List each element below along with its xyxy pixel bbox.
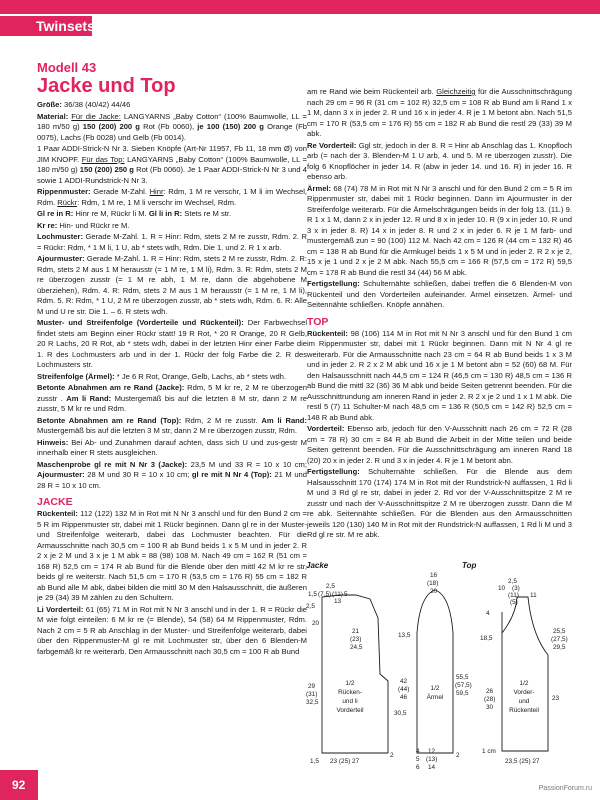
am-15: 2 <box>456 752 460 759</box>
jacke-body-shape <box>322 595 388 753</box>
top-body-label-2: und <box>518 698 530 705</box>
jacke-sleeve-shape <box>417 590 453 753</box>
am-4: (44) <box>398 686 410 693</box>
top-body-label-1: Vorder- <box>513 689 535 696</box>
tm-1: 10 <box>498 585 506 592</box>
needles-paragraph: 1 Paar ADDI-Strick-N Nr 3. Sieben Knöpfe (Art-Nr 11957, Fb 11, 18 mm Ø) von JIM KNOPF. Für das Top: LANGYARNS „Baby Cotton“ (100% Baumwolle, LL = 180 m/50 g) 150 (200) 250 g Rot (Fb 0060). Je 1 Paar ADDI-Strick-N Nr 3 und 4 sowie 1 ADDI-Rundstrick-N Nr 3. <box>37 144 308 185</box>
ruecken-label-2: und li <box>342 698 358 705</box>
aermel-label-1: Ärmel <box>426 694 444 701</box>
jm-9: (23) <box>350 636 362 643</box>
tm-16: 23,5 (25) 27 <box>505 758 540 765</box>
jm-5: 13 <box>334 598 342 605</box>
jm-12: (31) <box>306 691 318 698</box>
am-9: 4 <box>416 748 420 755</box>
top-vorder-paragraph: Vorderteil: Ebenso arb, jedoch für den V-Ausschnitt nach 26 cm = 72 R (28 cm = 78 R) 30 cm = 84 R ab Bund die Arbeit in der Mitte teilen und beide Seiten getrennt beenden. Für die Ausschnittschrägung am inneren Rand 18 (20) 20 x in jeder 2. R und 3 x in jeder 4. R je 1 M betont abn. <box>307 424 572 465</box>
tm-15: 1 cm <box>482 748 496 755</box>
rippen-paragraph: Rippenmuster: Gerade M-Zahl. Hinr: Rdm, 1 M re verschr, 1 M li im Wechsel, Rdm. Rückr: Rdm, 1 M re, 1 M li verschr im Wechsel, Rdm. <box>37 187 307 207</box>
tm-10: 29,5 <box>553 644 566 651</box>
tm-9: (27,5) <box>551 636 568 643</box>
tm-0: 2,5 <box>508 578 517 585</box>
jm-3: (11) <box>332 591 343 598</box>
schematic-svg <box>300 555 580 770</box>
am-12: 12 <box>428 748 436 755</box>
section-tab: Twinsets <box>0 16 92 36</box>
abn-top-paragraph: Betonte Abnahmen am re Rand (Top): Rdm, 2 M re zusstr. Am li Rand: Mustergemäß bis auf die letzten 3 M str, dann 2 M re überzogen zusstr, Rdm. <box>37 415 307 435</box>
glre-paragraph: Gl re in R: Hinr re M, Rückr li M. Gl li in R: Stets re M str. <box>37 209 232 218</box>
jm-13: 32,5 <box>306 699 319 706</box>
tm-8: 25,5 <box>553 628 566 635</box>
jm-17: 2 <box>390 752 394 759</box>
top-fertig-paragraph: Fertigstellung: Schulternähte schließen. Für die Blende aus dem Halsausschnitt 170 (174) 174 M in Rot mit der Rundstrick-N auffassen, 1 Rd li M und 3 Rd gl re str, dabei in jeder 2. Rd vor der V-Ausschnittspitze 2 M re zusstr und nach der V-Ausschnittspitze 2 M re überzogen zusstr. Dann die M re abk. Seitennähte schließen. Für die Blenden aus den Armausschnitten jeweils 120 (130) 140 M in Rot mit der Rundstrick-N auffassen, 1 Rd li M und 3 Rd gl re str. M re abk. <box>307 467 572 539</box>
hinweis-paragraph: Hinweis: Bei Ab- und Zunahmen darauf achten, dass sich U und zus-gestr M innerhalb einer R stets ausgleichen. <box>37 437 307 457</box>
am-0: 16 <box>430 572 438 579</box>
jm-4: 5 <box>344 591 348 598</box>
jacke-heading: JACKE <box>37 496 73 508</box>
jm-14: 30,5 <box>394 710 407 717</box>
ruecken-label-0: 1/2 <box>345 680 355 687</box>
loch-paragraph: Lochmuster: Gerade M-Zahl. 1. R = Hinr: Rdm, stets 2 M re zusstr, Rdm. 2. R = Rückr: Rdm, * 1 M li, 1 U, ab * stets wdh, Rdm. Die 1. und 2. R 1 x arb. <box>37 232 307 252</box>
am-11: 6 <box>416 764 420 770</box>
jm-1: 1,5 <box>308 591 317 598</box>
model-title: Jacke und Top <box>37 75 176 97</box>
jacke-cont-paragraph: am re Rand wie beim Rückenteil arb. Gleichzeitig für die Ausschnittschrägung nach 29 cm = 96 R (31 cm = 102 R) 32,5 cm = 108 R ab Bund am li Rand 1 x 1 M, dann 3 x in jeder 2. R und 16 x in jeder 4. R je 1 M betont abn. Nach 51,5 cm = 170 R (53,5 cm = 176 R) 55 cm = 182 R ab Bund die restl 29 (33) 39 M abk. <box>307 87 572 138</box>
am-6: 55,5 <box>456 674 469 681</box>
top-diagram-label: Top <box>462 561 477 570</box>
ruecken-paragraph: Rückenteil: 112 (122) 132 M in Rot mit N Nr 3 anschl und für den Bund 2 cm = 5 R im Rippenmuster str, dabei mit 1 Rückr beginnen. Dann gl re in der Muster- und Streifenfolge weiterarb, dabei das Lochmuster beachten. Für die Armausschnitte nach 30,5 cm = 100 R ab Bund beids 1 x 5 M und in jeder 2. R 2 x je 2 M und 3 x je 1 M abk = 88 (98) 108 M. Nach 49 cm = 162 R (51 cm = 168 R) 52,5 cm = 174 R ab Bund für die Blende über den mittl 42 M kr re str, beids gl re weiterstr. Nach 51,5 cm = 170 R (53,5 cm = 176 R) 55 cm = 182 R ab Bund alle M abk, dabei bilden die mittl 30 M den Halsausschnitt, die äußeren je 29 (34) 39 M zählen zu den Schultern. <box>37 509 307 602</box>
maschen-paragraph: Maschenprobe gl re mit N Nr 3 (Jacke): 23,5 M und 33 R = 10 x 10 cm; Ajourmuster: 28 M und 30 R = 10 x 10 cm; gl re mit N Nr 4 (Top): 21 M und 28 R = 10 x 10 cm. <box>37 459 307 490</box>
top-heading: TOP <box>307 315 329 328</box>
am-13: (13) <box>426 756 438 763</box>
jm-10: 24,5 <box>350 644 363 651</box>
right-column <box>307 87 572 542</box>
watermark: PassionForum.ru <box>538 785 592 792</box>
tm-6: 4 <box>486 610 490 617</box>
muster-paragraph: Muster- und Streifenfolge (Vorderteile und Rückenteil): Der Farbwechsel findet stets am Beginn einer Rückr statt! 19 R Rot, * 20 R Orange, 20 R Gelb, 20 R Lachs, 20 R Rot, ab * stets wdh, dabei in der letzten Hinr einer Farbe die 1. R des Lochmusters arb und in der 1. Rückr der folg Farbe die 2. R des Lochmusters str. <box>37 318 308 369</box>
jacke-diagram-label: Jacke <box>306 561 329 570</box>
tm-2: (3) <box>512 585 520 592</box>
jm-0: 2,5 <box>326 583 335 590</box>
aermel-label-0: 1/2 <box>430 685 440 692</box>
top-body-shape <box>502 597 548 751</box>
tm-5: (5) <box>510 599 518 606</box>
tm-13: 30 <box>486 704 494 711</box>
schematic-diagrams <box>300 555 580 770</box>
am-3: 42 <box>400 678 408 685</box>
tm-4: 11 <box>530 592 537 599</box>
top-ruecken-paragraph: Rückenteil: 98 (106) 114 M in Rot mit N Nr 3 anschl und für den Bund 1 cm im Rippenmuster str, dabei mit 1 Rückr beginnen. Dann mit N Nr 4 gl re weiterarb. Für die Armausschnitte nach 23 cm = 64 R ab Bund beids 1 x 3 M und in jeder 2. R 2 x 2 M abk und 16 x je 1 M betont abn = 52 (60) 68 M. Für den Halsausschnitt nach 44,5 cm = 124 R (46,5 cm = 130 R) 48,5 cm = 136 R ab Bund die mittl 32 (36) 36 M abk und beide Seiten getrennt beenden. Für die Ausschnittrundung am inneren Rand in jeder 2. R 2 x je 2 und 1 x 1 M abk. Die restl 5 (7) 11 Schulter-M nach 48,5 cm = 136 R (50,5 cm = 142 R) 52,5 cm = 148 R ab Bund abk. <box>307 328 572 422</box>
top-body-label-0: 1/2 <box>519 680 529 687</box>
aermel-paragraph: Ärmel: 68 (74) 78 M in Rot mit N Nr 3 anschl und für den Bund 2 cm = 5 R im Rippenmuster str, dabei mit 1 Rückr beginnen. Dann im Ajourmuster in der Streifenfolge weiterarb. Für die Ärmelschrägungen beids in der folg 13. (11.) 9. R 1 x 1 M, dann 2 x in jeder 12. R und 8 x in jeder 10. R (9 x in jeder 10. R und 3 x in jeder 8. R) 14 x in jeder 8. R und 2 x in jeder 6. R je 1 M farb- und mustergemäß zun = 90 (100) 112 M. Nach 42 cm = 126 R (44 cm = 132 R) 46 cm = 138 R ab Bund für die Armkugel beids 1 x 5 M und in jeder 2. R 2 x je 2, 15 x je 1 und 2 x je 2 M abk. Nach 55,5 cm = 166 R (57,5 cm = 172 R) 59,5 cm = 178 R ab Bund die restl 34 (44) 56 M abk. <box>307 183 572 277</box>
streifen-paragraph: Streifenfolge (Ärmel): * Je 6 R Rot, Orange, Gelb, Lachs, ab * stets wdh. <box>37 371 287 381</box>
jm-15: 1,5 <box>310 758 319 765</box>
jm-18: 13,5 <box>398 632 411 639</box>
fertig-paragraph: Fertigstellung: Schulternähte schließen, dabei treffen die 6 Blenden-M von Rückenteil und den Vorderteilen aufeinander. Ärmel einsetzen. Ärmel- und Seitennähte schließen. Knöpfe annähen. <box>307 279 572 309</box>
jm-8: 21 <box>352 628 360 635</box>
tm-7: 18,5 <box>480 635 493 642</box>
re-vorder-paragraph: Re Vorderteil: Ggl str, jedoch in der 8. R = Hinr ab Anschlag das 1. Knopfloch arb (= nach der 3. Blenden-M 1 U arb, 4. und 5. M re überzogen zusstr). Die folg 6 Knopflöcher in jeder 14. R (abw in jeder 14. und 16. R) in jeder 16. R ebenso arb. <box>307 140 572 181</box>
header-bar <box>0 0 600 14</box>
tm-12: (28) <box>484 696 496 703</box>
am-5: 46 <box>400 694 408 701</box>
ruecken-label-1: Rücken- <box>338 689 362 696</box>
am-8: 59,5 <box>456 690 469 697</box>
jm-6: 2,5 <box>306 603 315 610</box>
size-paragraph: Größe: 36/38 (40/42) 44/46 <box>37 100 131 109</box>
tm-14: 23 <box>552 695 560 702</box>
tm-3: (11) <box>508 592 519 599</box>
ruecken-label-3: Vorderteil <box>336 707 364 714</box>
am-1: (18) <box>427 580 439 587</box>
tm-11: 26 <box>486 688 494 695</box>
model-number: Modell 43 <box>37 60 97 75</box>
kr-paragraph: Kr re: Hin- und Rückr re M. <box>37 220 130 230</box>
jm-16: 23 (25) 27 <box>330 758 360 765</box>
left-column <box>37 60 307 658</box>
jm-7: 20 <box>312 620 320 627</box>
abn-jacke-paragraph: Betonte Abnahmen am re Rand (Jacke): Rdm, 5 M kr re, 2 M re überzogen zusstr . Am li Rand: Mustergemäß bis auf die letzten 8 M str, dann 2 M re zusstr, 5 M kr re und Rdm. <box>37 383 307 413</box>
li-vorder-paragraph: Li Vorderteil: 61 (65) 71 M in Rot mit N Nr 3 anschl und in der 1. R = Rückr die M wie folgt einteilen: 6 M kr re (= Blende), 54 (58) 64 M Rippenmuster, Rdm. Nach 2 cm = 5 R ab Anschlag in der Muster- und Streifenfolge weiterarb, dabei über den Rippenmuster-M gl re mit Lochmuster str, über den 6 Blenden-M farbgemäß kr re weiterarb. Den Armausschnitt nach 30,5 cm = 100 R ab Bund <box>37 604 307 656</box>
top-body-label-3: Rückenteil <box>509 707 539 714</box>
am-7: (57,5) <box>455 682 472 689</box>
page-number: 92 <box>12 778 26 792</box>
ajour-paragraph: Ajourmuster: Gerade M-Zahl. 1. R = Hinr: Rdm, stets 2 M re zusstr, Rdm. 2. R: Rdm, stets 2 M aus 1 M herausstr (= 1 M re, 1 M li), Rdm. 3. R: Rdm, stets 2 M re überzogen zusstr (= 1 M re abh, 1 M re, dann die abgehobene M überziehen), Rdm. 4. R: Rdm, stets 2 M aus 1 M herausstr (= 1 M re, 1 M li), Rdm. 5. R: Rdm, * 1 U, 2 M re überzogen zusstr, ab * stets wdh, Rdm. 6. R: Alle M und U re str. Die 1. – 6. R stets wdh. <box>37 254 307 316</box>
jm-2: (7,5) <box>318 591 332 598</box>
jm-11: 29 <box>308 683 316 690</box>
am-10: 5 <box>416 756 420 763</box>
am-2: 20 <box>430 588 438 595</box>
material-paragraph: Material: Für die Jacke: LANGYARNS „Baby Cotton“ (100% Baumwolle, LL = 180 m/50 g) 150 (200) 200 g Rot (Fb 0060), je 100 (150) 200 g Orange (Fb 0075), Lachs (Fb 0028) und Gelb (Fb 0014). <box>37 111 307 142</box>
am-14: 14 <box>428 764 436 770</box>
